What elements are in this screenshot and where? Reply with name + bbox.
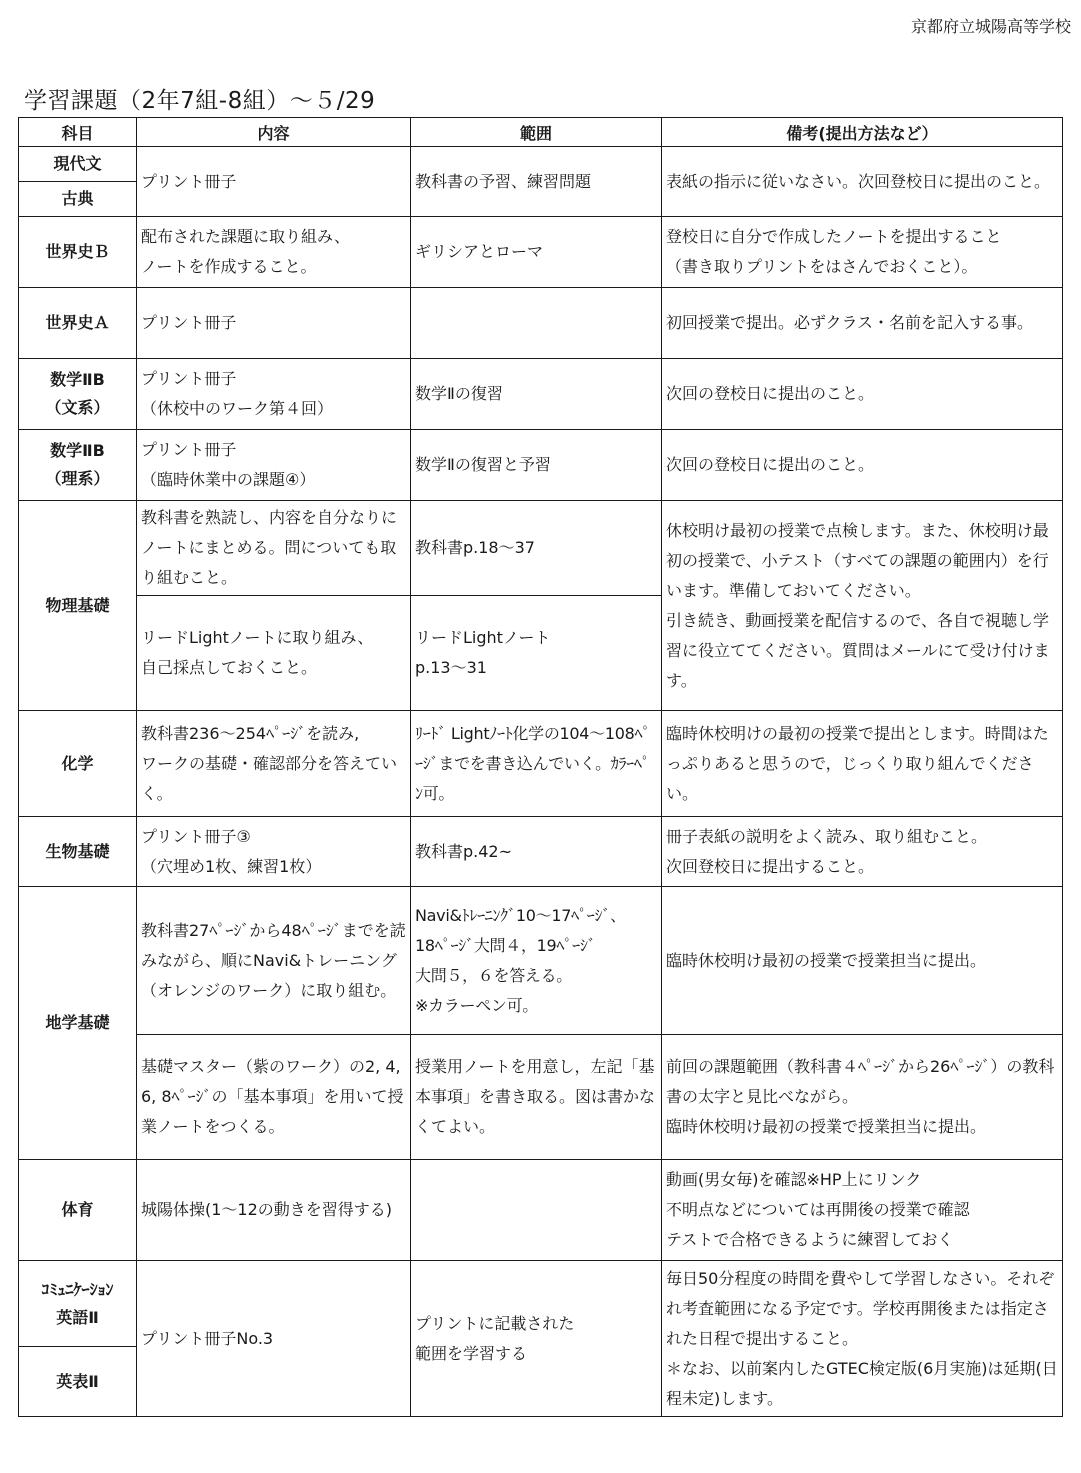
range-cell: 教科書の予習、練習問題 — [411, 147, 662, 217]
range-cell: 教科書p.18～37 — [411, 501, 662, 596]
school-name: 京都府立城陽高等学校 — [910, 17, 1071, 36]
table-row — [19, 147, 1063, 182]
notes-cell: 次回の登校日に提出のこと。 — [662, 430, 1063, 501]
notes-cell: 冊子表紙の説明をよく読み、取り組むこと。 次回登校日に提出すること。 — [662, 817, 1063, 887]
range-cell: Navi&ﾄﾚｰﾆﾝｸﾞ10～17ﾍﾟｰｼﾞ、 18ﾍﾟｰｼﾞ大問４，19ﾍﾟｰｼﾞ 大問５，６を答える。 ※カラーペン可。 — [411, 887, 662, 1035]
table-row — [19, 288, 1063, 359]
notes-cell: 臨時休校明けの最初の授業で提出とします。時間はたっぷりあると思うので，じっくり取り組んでください。 — [662, 711, 1063, 817]
content-cell: プリント冊子 （休校中のワーク第４回） — [137, 359, 411, 430]
subject-prefix: ｺﾐｭﾆｹｰｼｮﾝ — [41, 1279, 114, 1299]
content-cell: プリント冊子 — [137, 288, 411, 359]
subject-cell: 地学基礎 — [19, 887, 137, 1160]
table-row — [19, 217, 1063, 288]
table-row — [19, 711, 1063, 817]
notes-cell: 前回の課題範囲（教科書４ﾍﾟｰｼﾞから26ﾍﾟｰｼﾞ）の教科書の太字と見比べながら。 臨時休校明け最初の授業で授業担当に提出。 — [662, 1035, 1063, 1160]
table-row — [19, 1035, 1063, 1160]
content-cell: リードLightノートに取り組み、 自己採点しておくこと。 — [137, 596, 411, 711]
content-cell: 教科書236～254ﾍﾟｰｼﾞを読み, ワークの基礎・確認部分を答えていく。 — [137, 711, 411, 817]
column-header-subject: 科目 — [19, 118, 137, 147]
subject-cell: 現代文 — [19, 147, 137, 182]
content-cell: 教科書を熟読し、内容を自分なりにノートにまとめる。問についても取り組むこと。 — [137, 501, 411, 596]
notes-cell: 臨時休校明け最初の授業で授業担当に提出。 — [662, 887, 1063, 1035]
content-cell: 城陽体操(1～12の動きを習得する) — [137, 1160, 411, 1261]
subject-cell: 化学 — [19, 711, 137, 817]
subject-cell: 古典 — [19, 182, 137, 217]
subject-cell: 生物基礎 — [19, 817, 137, 887]
range-cell: 授業用ノートを用意し，左記「基本事項」を書き取る。図は書かなくてよい。 — [411, 1035, 662, 1160]
content-cell: プリント冊子 （臨時休業中の課題④） — [137, 430, 411, 501]
range-cell: プリントに記載された 範囲を学習する — [411, 1261, 662, 1417]
range-cell: ギリシアとローマ — [411, 217, 662, 288]
content-cell: 基礎マスター（紫のワーク）の2, 4, 6, 8ﾍﾟｰｼﾞの「基本事項」を用いて授業ノートをつくる。 — [137, 1035, 411, 1160]
notes-cell: 動画(男女毎)を確認※HP上にリンク 不明点などについては再開後の授業で確認 テストで合格できるように練習しておく — [662, 1160, 1063, 1261]
notes-cell: 表紙の指示に従いなさい。次回登校日に提出のこと。 — [662, 147, 1063, 217]
content-cell: 配布された課題に取り組み、 ノートを作成すること。 — [137, 217, 411, 288]
subject-cell: 世界史Ａ — [19, 288, 137, 359]
content-cell: プリント冊子No.3 — [137, 1261, 411, 1417]
subject-cell — [19, 1261, 137, 1347]
range-cell — [411, 288, 662, 359]
range-cell: 教科書p.42~ — [411, 817, 662, 887]
assignment-table — [18, 117, 1063, 1417]
content-cell: 教科書27ﾍﾟｰｼﾞから48ﾍﾟｰｼﾞまでを読みながら、順にNavi&トレーニング（オレンジのワーク）に取り組む。 — [137, 887, 411, 1035]
notes-cell: 毎日50分程度の時間を費やして学習しなさい。それぞれ考査範囲になる予定です。学校再開後または指定された日程で提出すること。 ＊なお、以前案内したGTEC検定版(6月実施)は延期(日程未定)します。 — [662, 1261, 1063, 1417]
range-cell: 数学Ⅱの復習と予習 — [411, 430, 662, 501]
range-cell: 数学Ⅱの復習 — [411, 359, 662, 430]
table-row — [19, 817, 1063, 887]
subject-cell: 体育 — [19, 1160, 137, 1261]
range-cell: リードLightノート p.13～31 — [411, 596, 662, 711]
subject-cell: 物理基礎 — [19, 501, 137, 711]
table-row — [19, 359, 1063, 430]
notes-cell: 次回の登校日に提出のこと。 — [662, 359, 1063, 430]
table-header-row — [19, 118, 1063, 147]
page-title: 学習課題（2年7組-8組）～５/29 — [24, 88, 376, 114]
column-header-range: 範囲 — [411, 118, 662, 147]
subject-cell: 数学ⅡB （理系） — [19, 430, 137, 501]
notes-cell: 登校日に自分で作成したノートを提出すること （書き取りプリントをはさんでおくこと）。 — [662, 217, 1063, 288]
table-row — [19, 501, 1063, 596]
content-cell: プリント冊子 — [137, 147, 411, 217]
column-header-content: 内容 — [137, 118, 411, 147]
notes-cell: 初回授業で提出。必ずクラス・名前を記入する事。 — [662, 288, 1063, 359]
notes-cell: 休校明け最初の授業で点検します。また、休校明け最初の授業で、小テスト（すべての課題の範囲内）を行います。準備しておいてください。 引き続き、動画授業を配信するので、各自で視聴し学習に役立ててください。質問はメールにて受け付けます。 — [662, 501, 1063, 711]
subject-cell: 数学ⅡB （文系） — [19, 359, 137, 430]
column-header-notes: 備考(提出方法など） — [662, 118, 1063, 147]
subject-cell: 世界史Ｂ — [19, 217, 137, 288]
table-row — [19, 887, 1063, 1035]
subject-cell: 英表Ⅱ — [19, 1347, 137, 1417]
subject-label: 英語Ⅱ — [56, 1307, 99, 1327]
content-cell: プリント冊子③ （穴埋め1枚、練習1枚） — [137, 817, 411, 887]
table-row — [19, 1261, 1063, 1347]
table-row — [19, 1160, 1063, 1261]
range-cell: ﾘｰﾄﾞ Lightﾉｰﾄ化学の104～108ﾍﾟｰｼﾞまでを書き込んでいく。ｶﾗｰﾍﾟﾝ可。 — [411, 711, 662, 817]
table-row — [19, 430, 1063, 501]
range-cell — [411, 1160, 662, 1261]
